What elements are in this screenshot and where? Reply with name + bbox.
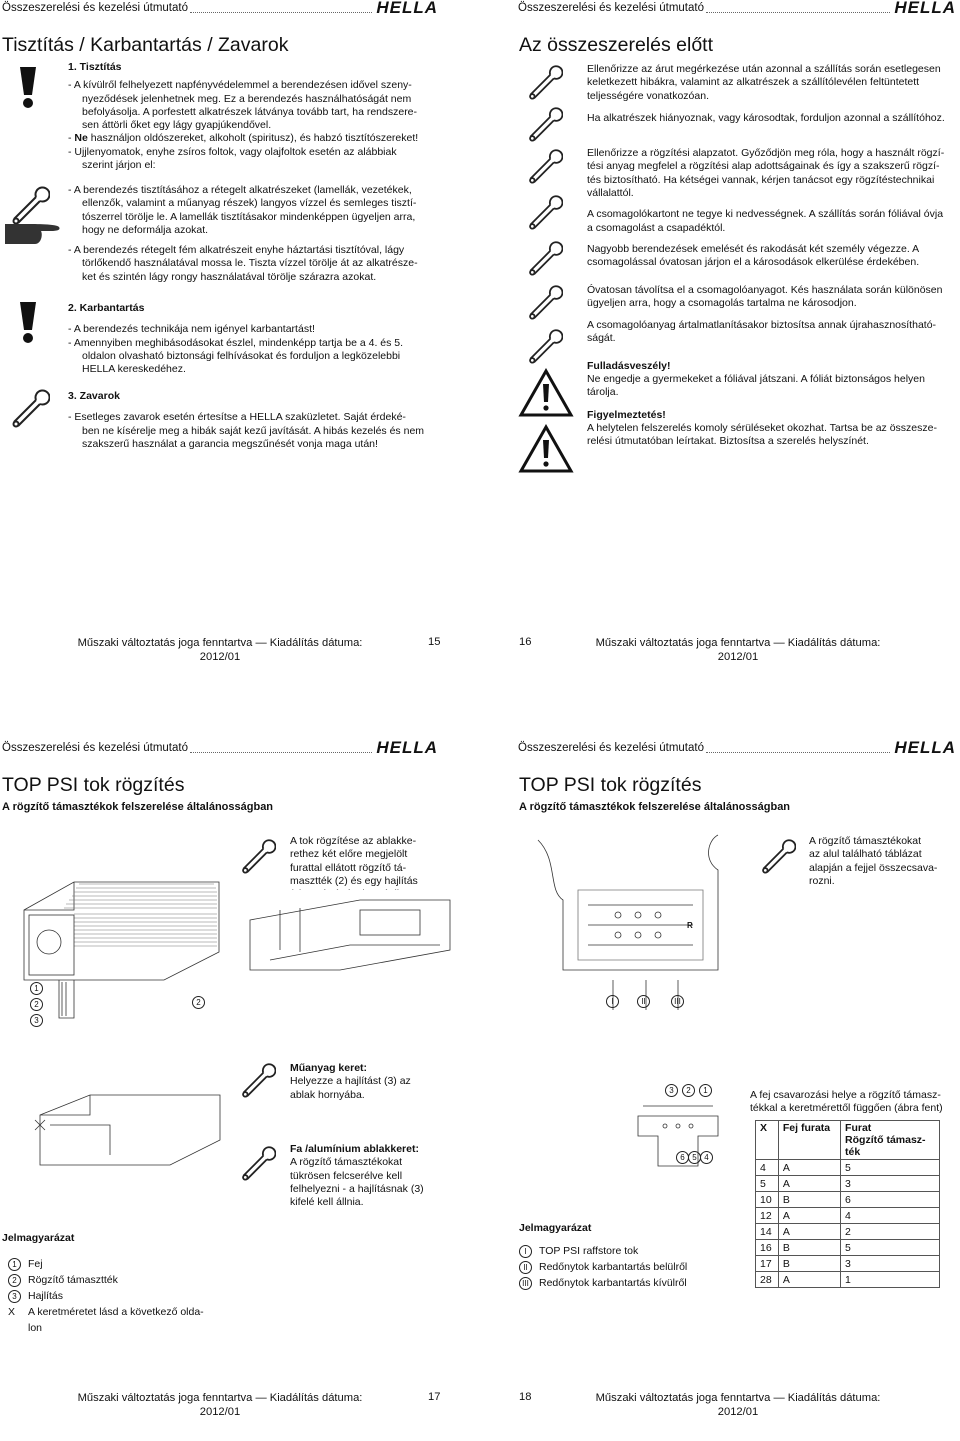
pointing-hand-icon (3, 218, 61, 246)
bracket-positions-diagram (528, 830, 738, 1010)
callout-5: 5 (688, 1151, 701, 1164)
page-header: Összeszerelési és kezelési útmutató HELLA (2, 740, 438, 757)
wrench-icon (525, 194, 563, 230)
hella-logo: HELLA (376, 740, 438, 757)
legend-item: III Redőnytok karbantartás kívülről (519, 1275, 687, 1291)
legend-item: 2 Rögzítő támasztték (8, 1272, 204, 1288)
legend (8, 1256, 204, 1336)
callout-i: I (606, 995, 619, 1008)
wrench-icon (758, 838, 796, 874)
callout-6: 6 (676, 1151, 689, 1164)
callout-3: 3 (665, 1084, 678, 1097)
wrench-icon (8, 388, 50, 428)
cleaning-section: 1. Tisztítás - A kívülről felhelyezett napfényvédelemmel a berendezésen idővel szeny- nyeződések jelenhetnek meg. Ez a berendezés használhatóságát nem befolyásolja. A porfestett alkatrészek látványa tovább tart, ha rendszere- sen áttörli őket egy lágy gyapjúkendővel. - Ne használjon oldószereket, alkoholt (spiritusz), és habzó tisztítószereket! - Ujjlenyomatok, enyhe zsíros foltok, vagy olajfoltok esetén az alábbiak szerint járjon el: (68, 61, 458, 172)
table-header-row: X Fej furata Furat Rögzítő támasz- ték (756, 1121, 940, 1160)
warning-triangle-icon (518, 424, 574, 474)
section-heading: 2. Karbantartás (68, 302, 145, 314)
table-row: 12 A 4 (756, 1208, 940, 1224)
wrench-icon (525, 240, 563, 276)
wrench-icon (525, 284, 563, 320)
footer: Műszaki változtatás joga fenntartva — Kiadálítás dátuma: 2012/01 (595, 637, 881, 663)
page-title: Tisztítás / Karbantartás / Zavarok (2, 34, 289, 56)
wrench-icon (525, 106, 563, 142)
page-header: Összeszerelési és kezelési útmutató HELLA (518, 740, 956, 757)
section-heading: 1. Tisztítás (68, 61, 122, 73)
bracket-table (755, 1120, 940, 1288)
table-row: 4 A 5 (756, 1160, 940, 1176)
header-label: Összeszerelési és kezelési útmutató (2, 2, 188, 14)
callout-4: 4 (700, 1151, 713, 1164)
page-subtitle: A rögzítő támasztékok felszerelése általánosságban (519, 801, 791, 813)
table-row: 17 B 3 (756, 1256, 940, 1272)
page-title: Az összeszerelés előtt (519, 34, 714, 56)
hella-logo: HELLA (376, 0, 438, 17)
callout-2: 2 (682, 1084, 695, 1097)
page-15: Összeszerelési és kezelési útmutató HELLA Tisztítás / Karbantartás / Zavarok 1. Tisztítás - A kívülről felhelyezett napfényvédelemmel a berendezésen idővel szeny- nyeződések jelenhetnek meg. Ez a berendezés használhatóságát nem befolyásolja. A porfestett alkatrészek látványa tovább tart, ha rendszere- sen áttörli őket egy lágy gyapjúkendővel. - Ne használjon oldószereket, alkoholt (spiritusz), és habzó tisztítószereket! - Ujjlenyomatok, enyhe zsíros foltok, vagy olajfoltok esetén az alábbiak szerint járjon el: - A berendezés tisztításához a rétegelt alkatrészeket (lamellák, vezetékek, ellenzők, valamint a műanyag részek) langyos vízzel és semleges tisztí- tószerrel törölje le. A lamellák tisztításakor mindenképpen ügyeljen arra, hogy ne deformálja azokat. - A berendezés rétegelt fém alkatrészeit enyhe háztartási tisztítóval, lágy törlőkendő használatával mossa le. Tiszta vízzel törölje át az alkatrésze- ket és szintén lágy rongy használatával törölje szárazra azokat. 2. Karbantartás - A berendezés technikája nem igényel karbantartást! - Amennyiben meghibásodásokat észlel, mindenképp tartja be a 4. és 5. oldalon olvasható biztonsági felhívásokat és forduljon a legközelebbi HELLA kereskedéhez. 3. Zavarok - Esetleges zavarok esetén értesítse a HELLA szaküzletet. Saját érdeké- ben ne kísérelje meg a hibák saját kezű javítását. A hibás kezelés és nem szakszerű használat a garancia megszűnését vonja maga után! Műszaki változtatás joga fenntartva — Kiadálítás dátuma: 2012/01 15 (0, 0, 480, 701)
plastic-frame-diagram (30, 1085, 230, 1175)
page-header (2, 0, 480, 16)
legend-title: Jelmagyarázat (519, 1222, 592, 1234)
table-row: 5 A 3 (756, 1176, 940, 1192)
page-header: Összeszerelési és kezelési útmutató HELLA (518, 0, 956, 17)
legend-item: II Redőnytok karbantartás belülről (519, 1259, 687, 1275)
legend-item: X A keretméretet lásd a következő olda- (8, 1306, 204, 1318)
wrench-icon (525, 328, 563, 364)
legend (519, 1243, 687, 1291)
table-row: 14 A 2 (756, 1224, 940, 1240)
page-title: TOP PSI tok rögzítés (2, 774, 185, 796)
page-subtitle: A rögzítő támasztékok felszerelése általánosságban (2, 801, 274, 813)
callout-2: 2 (30, 998, 43, 1011)
hella-logo: HELLA (894, 0, 956, 17)
wrench-icon (525, 64, 563, 100)
legend-title: Jelmagyarázat (2, 1232, 75, 1244)
page-title: TOP PSI tok rögzítés (519, 774, 702, 796)
page-number: 16 (519, 636, 532, 648)
footer: Műszaki változtatás joga fenntartva — Kiadálítás dátuma: 2012/01 (77, 1392, 363, 1418)
exclamation-icon (17, 65, 39, 109)
footer: Műszaki változtatás joga fenntartva — Kiadálítás dátuma: 2012/01 (77, 637, 363, 663)
wrench-icon (238, 1145, 276, 1181)
legend-item: lon (28, 1322, 43, 1334)
wrench-icon (238, 1062, 276, 1098)
legend-item: 3 Hajlítás (8, 1288, 204, 1304)
page-18: Összeszerelési és kezelési útmutató HELLA TOP PSI tok rögzítés A rögzítő támasztékok felszerelése általánosságban R I II III A rögzítő támasztékokat az alul található táblázat alapján a fejjel összecsava- rozni. 3 2 1 6 5 4 A fej csavarozási helye a rögzítő támasz- tékkal a keretmérettől függően (ábra fent) X Fej furata Furat Rögzítő támasz- ték 4 A 5 5 A 3 10 B 6 12 A 4 14 A 2 16 B 5 17 B 3 28 A 1 Jelmagyarázat I TOP PSI raffstore tok II Redőnytok karbantartás belülről III Redőnytok karbantartás kívülről 18 Műszaki változtatás joga fenntartva — Kiadálítás dátuma: 2012/01 (480, 740, 960, 1441)
callout-iii: III (671, 995, 684, 1008)
legend-item: 1 Fej (8, 1256, 204, 1272)
callout-ii: II (637, 995, 650, 1008)
callout-1: 1 (30, 982, 43, 995)
before-assembly-text: Ellenőrizze az árut megérkezése után azonnal a szállítás során esetlegesen keletkezett hibákra, valamint az alkatrészek a szállítólevélen feltüntetett teljességére vonatkozóan. Ha alkatrészek hiányoznak, vagy károsodtak, forduljon azonnal a szállítóhoz. Ellenőrizze a rögzítési alapzatot. Győződjön meg róla, hogy a használt rögzí- tési anyag megfelel a rögzítési alap adottságainak és így a szakszerű rögzí- tés biztosítható. Ha kétségei vannak, kérjen tanácsot egy rögzítéstechnikai vállalattól. A csomagolókartont ne tegye ki nedvességnek. A szállítás során fóliával óvja a csomagolást a csapadéktól. Nagyobb berendezések emelését és rakodását két személy végezze. A csomagolással óvatosan járjon el a károsodások elkerülése érdekében. Óvatosan távolítsa el a csomagolóanyagot. Kés használata során különösen ügyeljen arra, hogy a csomagolás tartalma ne károsodjon. A csomagolóanyag ártalmatlanításakor biztosítsa annak újrahasznosítható- ságát. Fulladásveszély! Ne engedje a gyermekeket a fóliával játszani. A fóliát biztonságos helyen tárolja. Figyelmeztetés! A helytelen felszerelés komoly sérüléseket okozhat. Tartsa be az összesze- relési útmutatóban leírtakat. Biztosítsa a szerelés helyszínét. (587, 63, 945, 448)
callout-1: 1 (699, 1084, 712, 1097)
callout-r: R (687, 921, 693, 930)
legend-item: I TOP PSI raffstore tok (519, 1243, 687, 1259)
wrench-icon (525, 148, 563, 184)
callout-3: 3 (30, 1014, 43, 1027)
exclamation-icon (17, 300, 39, 344)
table-row: 16 B 5 (756, 1240, 940, 1256)
page-number: 18 (519, 1391, 532, 1403)
page-number: 15 (428, 636, 441, 648)
table-row: 10 B 6 (756, 1192, 940, 1208)
page-16 (480, 0, 960, 701)
section-heading: 3. Zavarok (68, 390, 120, 402)
table-row: 28 A 1 (756, 1272, 940, 1288)
wrench-icon (238, 838, 276, 874)
page-number: 17 (428, 1391, 441, 1403)
screw-holes-diagram (628, 1096, 728, 1176)
page-17: Összeszerelési és kezelési útmutató HELLA TOP PSI tok rögzítés A rögzítő támasztékok felszerelése általánosságban A tok rögzítése az ablakke- rethez két előre megjelölt furattal ellátott rögzítő tá- masztték (2) és egy hajlítás (3) segítségével történik. 1 2 3 2 Műanyag keret: Helyezze a hajlítást (3) az ablak hornyába. Fa /alumínium ablakkeret: A rögzítő támasztékokat tükrösen felcserélve kell felhelyezni - a hajlításnak (3) kifelé kell állnia. Jelmagyarázat 1 Fej 2 Rögzítő támasztték 3 Hajlítás X A keretméretet lásd a következő olda- lon Műszaki változtatás joga fenntartva — Kiadálítás dátuma: 2012/01 17 (0, 740, 480, 1441)
warning-triangle-icon (518, 368, 574, 418)
mounting-bracket-diagram (240, 890, 460, 990)
footer: Műszaki változtatás joga fenntartva — Kiadálítás dátuma: 2012/01 (595, 1392, 881, 1418)
hella-logo: HELLA (894, 740, 956, 757)
callout-2: 2 (192, 996, 205, 1009)
